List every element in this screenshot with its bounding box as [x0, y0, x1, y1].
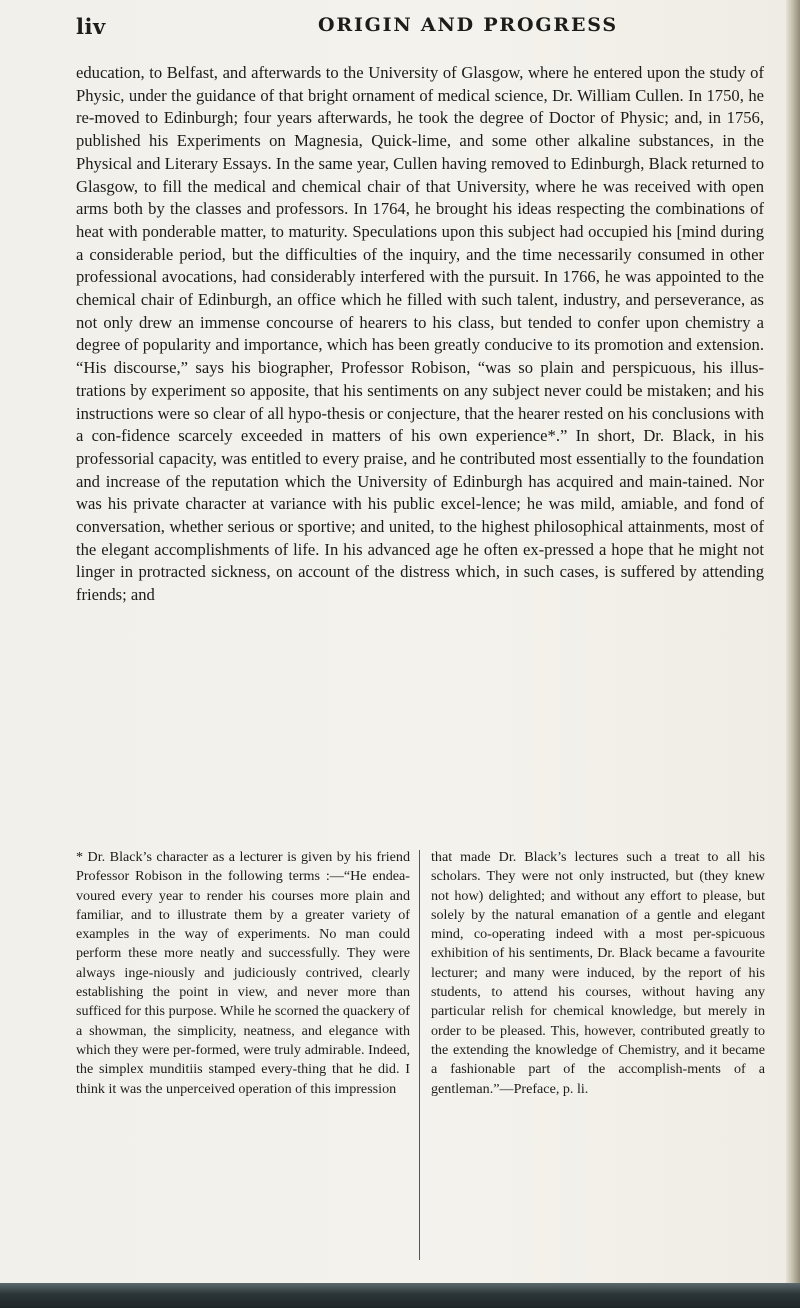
scan-bottom-edge [0, 1283, 800, 1308]
body-paragraph: education, to Belfast, and afterwards to the University of Glasgow, where he entered upon the study of Physic, under the guidance of that bright ornament of medical science, Dr. William Cullen. In 1750, he re-moved to Edinburgh; four years afterwards, he took the degree of Doctor of Physic; and, in 1756, published his Experiments on Magnesia, Quick-lime, and some other alkaline substances, in the Physical and Literary Essays. In the same year, Cullen having removed to Edinburgh, Black returned to Glasgow, to fill the medical and chemical chair of that University, where he was received with open arms both by the classes and professors. In 1764, he brought his ideas respecting the combinations of heat with ponderable matter, to maturity. Speculations upon this subject had occupied his [mind during a considerable period, but the difficulties of the inquiry, and the time necessarily consumed in other professional avocations, had considerably interfered with the pursuit. In 1766, he was appointed to the chemical chair of Edinburgh, an office which he filled with such talent, industry, and perseverance, as not only drew an immense concourse of hearers to his class, but tended to confer upon chemistry a degree of popularity and importance, which has been greatly conducive to its promotion and extension. “His discourse,” says his biographer, Professor Robison, “was so plain and perspicuous, his illus-trations by experiment so apposite, that his sentiments on any subject never could be mistaken; and his instructions were so clear of all hypo-thesis or conjecture, that the hearer rested on his conclusions with a con-fidence scarcely exceeded in matters of his own experience*.” In short, Dr. Black, in his professorial capacity, was entitled to every praise, and he contributed most essentially to the foundation and increase of the reputation which the University of Edinburgh has acquired and main-tained. Nor was his private character at variance with his public excel-lence; he was mild, amiable, and fond of conversation, whether serious or sportive; and united, to the highest philosophical attainments, most of the elegant accomplishments of life. In his advanced age he often ex-pressed a hope that he might not linger in protracted sickness, on account of the distress which, in such cases, is suffered by attending friends; and [76, 63, 764, 605]
page-edge-shadow [786, 0, 800, 1308]
footnote-right-column: that made Dr. Black’s lectures such a treat to all his scholars. They were not only instructed, but (they knew not how) delighted; and without any effort to please, but solely by the natural emanation of a gentle and elegant mind, co-operating indeed with a most per-spicuous exhibition of his sentiments, Dr. Black became a favourite lecturer; and many were induced, by the report of his students, to attend his courses, without having any particular relish for chemical knowledge, but merely in order to be pleased. This, however, contributed greatly to the extending the knowledge of Chemistry, and it became a fashionable part of the accomplish-ments of a gentleman.”—Preface, p. li. [431, 849, 765, 1097]
footnote-left-column: * Dr. Black’s character as a lecturer is given by his friend Professor Robison in the following terms :—“He endea-voured every year to render his courses more plain and familiar, and to illustrate them by a greater variety of examples in the way of experiments. No man could perform these more neatly and successfully. They were always inge-niously and judiciously contrived, clearly establishing the point in view, and never more than sufficed for this purpose. While he scorned the quackery of a showman, the simplicity, neatness, and elegance with which they were per-formed, were truly admirable. Indeed, the simplex munditiis stamped every-thing that he did. I think it was the unperceived operation of this impression [76, 849, 410, 1097]
running-head: ORIGIN AND PROGRESS [318, 14, 618, 36]
page-header [76, 14, 766, 44]
footnote-block [76, 848, 766, 1288]
page-number: liv [76, 14, 106, 39]
column-divider [419, 850, 420, 1260]
